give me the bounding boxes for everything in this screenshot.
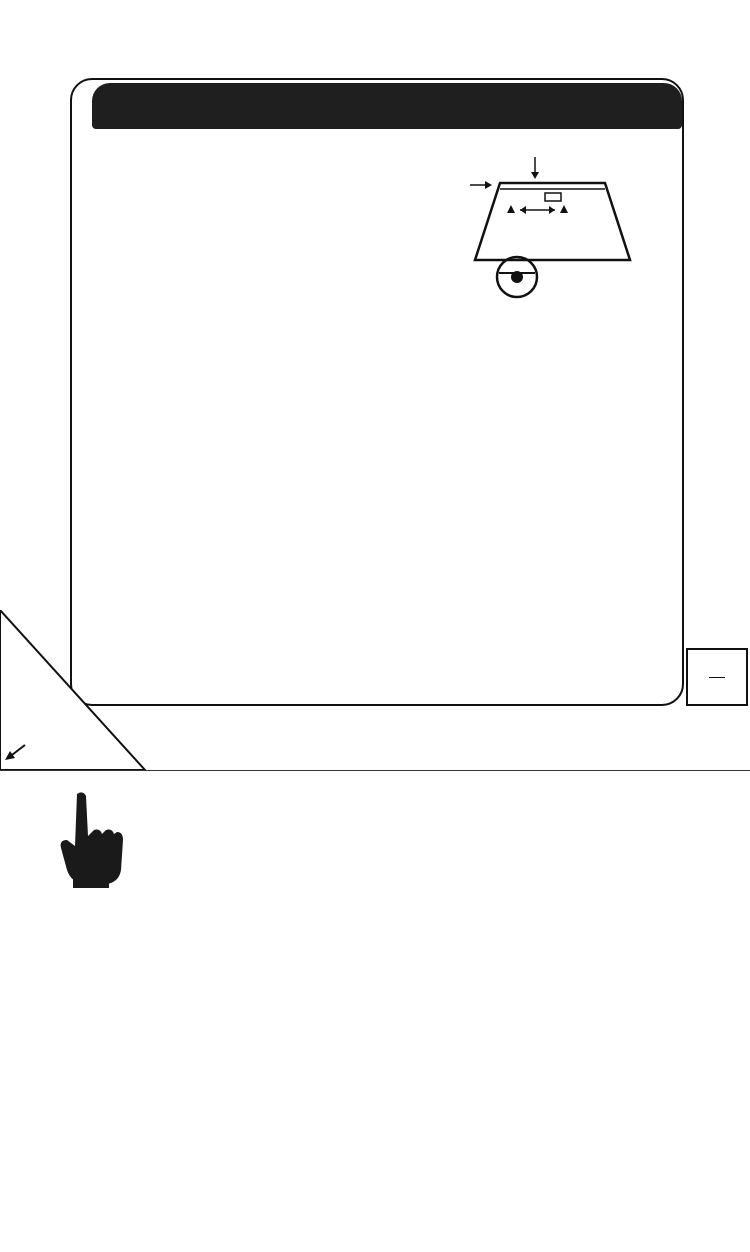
- expiry-cell-2: [686, 648, 748, 706]
- expiry-year: [709, 677, 725, 678]
- pointing-hand-icon: [55, 790, 125, 890]
- peel-corner-fold: [0, 610, 160, 780]
- windshield-diagram-icon: [465, 155, 640, 300]
- barcode: [155, 1090, 605, 1200]
- banner: [92, 83, 682, 129]
